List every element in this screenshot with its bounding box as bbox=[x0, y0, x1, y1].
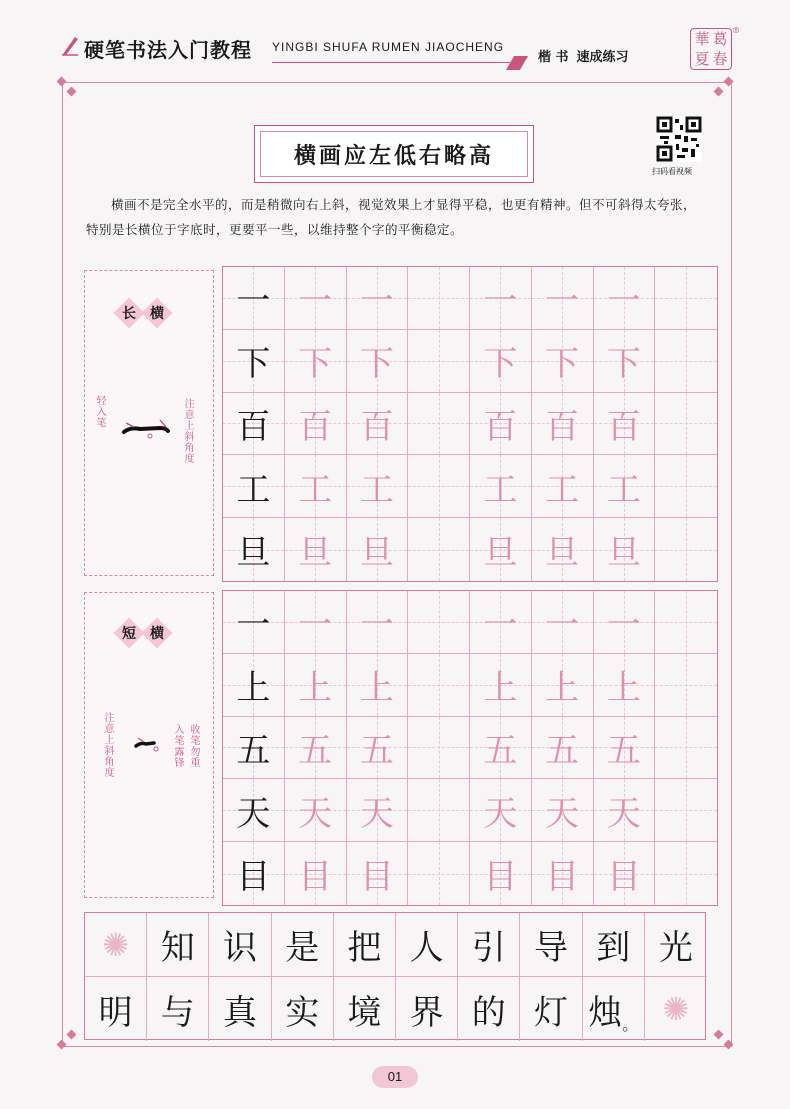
practice-cell[interactable] bbox=[347, 591, 409, 654]
quote-character: 实 bbox=[285, 992, 320, 1033]
quote-character: 真 bbox=[222, 992, 257, 1033]
practice-cell[interactable] bbox=[347, 779, 409, 842]
practice-cell[interactable] bbox=[223, 654, 285, 717]
practice-cell[interactable] bbox=[223, 717, 285, 780]
practice-cell[interactable] bbox=[594, 779, 656, 842]
book-title: 硬笔书法入门教程 bbox=[84, 38, 252, 62]
trace-character: 下 bbox=[483, 344, 518, 385]
quote-character: 灯 bbox=[533, 992, 568, 1033]
label-diamond bbox=[113, 297, 144, 328]
practice-cell[interactable] bbox=[347, 654, 409, 717]
quote-cell bbox=[272, 977, 334, 1041]
quote-cell bbox=[645, 977, 707, 1041]
trace-character: 天 bbox=[545, 793, 580, 834]
practice-cell[interactable] bbox=[347, 518, 409, 581]
quote-cell bbox=[645, 913, 707, 977]
practice-cell[interactable] bbox=[470, 455, 532, 518]
model-character: 旦 bbox=[236, 533, 271, 574]
quote-cell bbox=[396, 977, 458, 1041]
trace-character: 百 bbox=[545, 406, 580, 447]
trace-character: 下 bbox=[359, 344, 394, 385]
practice-cell[interactable] bbox=[408, 591, 470, 654]
practice-cell[interactable] bbox=[347, 717, 409, 780]
trace-character: 五 bbox=[483, 730, 518, 771]
qr-caption: 扫码看视频 bbox=[652, 167, 692, 176]
quote-end-mark: 。 bbox=[622, 1015, 639, 1034]
practice-cell[interactable] bbox=[223, 842, 285, 905]
model-character: 上 bbox=[236, 668, 271, 709]
trace-character: 下 bbox=[606, 344, 641, 385]
practice-cell[interactable] bbox=[408, 393, 470, 456]
practice-cell[interactable] bbox=[655, 330, 717, 393]
practice-cell[interactable] bbox=[532, 591, 594, 654]
brand-seal bbox=[690, 28, 732, 70]
quote-character: 与 bbox=[160, 992, 195, 1033]
quote-character: 境 bbox=[347, 992, 382, 1033]
quote-character: 把 bbox=[347, 928, 382, 968]
quote-character: 人 bbox=[409, 928, 444, 968]
practice-cell[interactable] bbox=[655, 779, 717, 842]
book-title-pinyin: YINGBI SHUFA RUMEN JIAOCHENG bbox=[272, 40, 505, 54]
trace-character: 工 bbox=[483, 469, 518, 510]
practice-cell[interactable] bbox=[470, 393, 532, 456]
quote-character: 知 bbox=[160, 928, 195, 968]
practice-cell[interactable] bbox=[594, 330, 656, 393]
trace-character: 上 bbox=[606, 668, 641, 709]
trace-character: 旦 bbox=[483, 533, 518, 574]
quote-cell bbox=[396, 913, 458, 977]
practice-cell[interactable] bbox=[285, 455, 347, 518]
quote-cell bbox=[334, 913, 396, 977]
trace-character: 一 bbox=[545, 605, 580, 646]
practice-cell[interactable] bbox=[408, 842, 470, 905]
trace-character: 目 bbox=[483, 857, 518, 898]
quote-character: 明 bbox=[98, 992, 133, 1033]
long-stroke-diagram-icon bbox=[120, 416, 172, 444]
trace-character: 下 bbox=[545, 344, 580, 385]
trace-character: 百 bbox=[483, 406, 518, 447]
trace-character: 一 bbox=[359, 281, 394, 322]
practice-cell[interactable] bbox=[347, 455, 409, 518]
practice-cell[interactable] bbox=[408, 455, 470, 518]
trace-character: 一 bbox=[606, 605, 641, 646]
practice-cell[interactable] bbox=[223, 267, 285, 330]
practice-cell[interactable] bbox=[408, 267, 470, 330]
trace-character: 旦 bbox=[359, 533, 394, 574]
long-stroke-practice-grid bbox=[222, 266, 718, 582]
model-character: 百 bbox=[236, 406, 271, 447]
trace-character: 天 bbox=[298, 793, 333, 834]
quote-character: 的 bbox=[471, 992, 506, 1033]
practice-cell[interactable] bbox=[285, 330, 347, 393]
practice-cell[interactable] bbox=[655, 518, 717, 581]
practice-cell[interactable] bbox=[594, 518, 656, 581]
practice-cell[interactable] bbox=[285, 393, 347, 456]
practice-cell[interactable] bbox=[223, 779, 285, 842]
quote-cell bbox=[209, 913, 271, 977]
quote-cell bbox=[85, 977, 147, 1041]
practice-cell[interactable] bbox=[285, 591, 347, 654]
short-note-entry: 入笔露锋 bbox=[172, 724, 183, 768]
quote-box bbox=[84, 912, 706, 1040]
trace-character: 目 bbox=[298, 857, 333, 898]
practice-cell[interactable] bbox=[532, 717, 594, 780]
practice-cell[interactable] bbox=[532, 518, 594, 581]
trace-character: 上 bbox=[483, 668, 518, 709]
practice-cell[interactable] bbox=[408, 779, 470, 842]
practice-cell[interactable] bbox=[408, 717, 470, 780]
practice-cell[interactable] bbox=[285, 267, 347, 330]
lesson-intro: 横画不是完全水平的，而是稍微向右上斜，视觉效果上才显得平稳，也更有精神。但不可斜得太夸张，特别是长横位于字底时，更要平一些，以维持整个字的平衡稳定。 bbox=[86, 197, 697, 237]
practice-cell[interactable] bbox=[532, 330, 594, 393]
trace-character: 五 bbox=[359, 730, 394, 771]
practice-cell[interactable] bbox=[532, 393, 594, 456]
practice-cell[interactable] bbox=[655, 654, 717, 717]
quote-cell bbox=[583, 977, 645, 1041]
practice-cell[interactable] bbox=[594, 267, 656, 330]
trace-character: 下 bbox=[298, 344, 333, 385]
chrysanthemum-icon: ✺ bbox=[662, 990, 690, 1028]
trace-character: 工 bbox=[545, 469, 580, 510]
header-rule bbox=[272, 62, 510, 63]
practice-cell[interactable] bbox=[655, 393, 717, 456]
trace-character: 天 bbox=[483, 793, 518, 834]
section-badge bbox=[538, 46, 629, 65]
quote-character: 引 bbox=[471, 928, 506, 968]
model-character: 一 bbox=[236, 281, 271, 322]
quote-character: 烛 bbox=[588, 992, 623, 1033]
practice-cell[interactable] bbox=[347, 267, 409, 330]
trace-character: 一 bbox=[298, 281, 333, 322]
label-diamond bbox=[113, 617, 144, 648]
practice-cell[interactable] bbox=[408, 654, 470, 717]
trace-character: 目 bbox=[606, 857, 641, 898]
trace-character: 旦 bbox=[606, 533, 641, 574]
practice-cell[interactable] bbox=[655, 717, 717, 780]
short-stroke-diagram-icon bbox=[132, 734, 162, 758]
trace-character: 百 bbox=[359, 406, 394, 447]
practice-cell[interactable] bbox=[655, 267, 717, 330]
brand-char: 春 bbox=[712, 50, 728, 68]
header-rule-tab bbox=[506, 56, 528, 70]
quote-cell bbox=[583, 913, 645, 977]
practice-cell[interactable] bbox=[532, 842, 594, 905]
long-stroke-label bbox=[118, 302, 168, 324]
practice-cell[interactable] bbox=[470, 717, 532, 780]
trace-character: 上 bbox=[359, 668, 394, 709]
practice-cell[interactable] bbox=[347, 330, 409, 393]
practice-cell[interactable] bbox=[655, 842, 717, 905]
practice-cell[interactable] bbox=[470, 330, 532, 393]
trace-character: 旦 bbox=[298, 533, 333, 574]
quote-character: 界 bbox=[409, 992, 444, 1033]
short-stroke-label bbox=[118, 622, 168, 644]
trace-character: 百 bbox=[298, 406, 333, 447]
practice-cell[interactable] bbox=[470, 654, 532, 717]
trace-character: 旦 bbox=[545, 533, 580, 574]
trace-character: 上 bbox=[298, 668, 333, 709]
page-number: 01 bbox=[372, 1066, 418, 1088]
model-character: 一 bbox=[236, 605, 271, 646]
practice-cell[interactable] bbox=[655, 591, 717, 654]
trace-character: 一 bbox=[483, 605, 518, 646]
trace-character: 上 bbox=[545, 668, 580, 709]
label-char: 长 bbox=[122, 306, 136, 322]
quote-cell bbox=[334, 977, 396, 1041]
practice-cell[interactable] bbox=[470, 779, 532, 842]
model-character: 目 bbox=[236, 857, 271, 898]
lesson-title: 横画应左低右略高 bbox=[260, 131, 528, 177]
model-character: 五 bbox=[236, 730, 271, 771]
practice-cell[interactable] bbox=[408, 518, 470, 581]
practice-cell[interactable] bbox=[594, 455, 656, 518]
trace-character: 一 bbox=[359, 605, 394, 646]
model-character: 下 bbox=[236, 344, 271, 385]
trace-character: 天 bbox=[606, 793, 641, 834]
chrysanthemum-icon: ✺ bbox=[102, 925, 129, 964]
practice-cell[interactable] bbox=[470, 518, 532, 581]
trace-character: 五 bbox=[545, 730, 580, 771]
label-char: 横 bbox=[150, 626, 164, 642]
quote-cell bbox=[520, 913, 582, 977]
quote-cell bbox=[85, 913, 147, 977]
practice-cell[interactable] bbox=[285, 842, 347, 905]
qr-code-icon[interactable] bbox=[656, 116, 702, 162]
quote-character: 识 bbox=[222, 928, 257, 968]
quote-character: 到 bbox=[596, 928, 631, 968]
quote-cell bbox=[458, 977, 520, 1041]
quote-cell bbox=[147, 913, 209, 977]
trace-character: 五 bbox=[606, 730, 641, 771]
pen-icon bbox=[60, 34, 80, 60]
quote-cell bbox=[520, 977, 582, 1041]
practice-cell[interactable] bbox=[532, 455, 594, 518]
practice-cell[interactable] bbox=[347, 842, 409, 905]
practice-cell[interactable] bbox=[532, 267, 594, 330]
short-stroke-practice-grid bbox=[222, 590, 718, 906]
trace-character: 一 bbox=[298, 605, 333, 646]
practice-cell[interactable] bbox=[285, 779, 347, 842]
trace-character: 工 bbox=[298, 469, 333, 510]
practice-cell[interactable] bbox=[594, 842, 656, 905]
practice-cell[interactable] bbox=[347, 393, 409, 456]
practice-cell[interactable] bbox=[594, 393, 656, 456]
practice-cell[interactable] bbox=[223, 518, 285, 581]
practice-cell[interactable] bbox=[223, 393, 285, 456]
label-char: 短 bbox=[122, 626, 136, 642]
brand-char: 葛 bbox=[712, 30, 728, 48]
practice-cell[interactable] bbox=[532, 779, 594, 842]
practice-cell[interactable] bbox=[594, 591, 656, 654]
quote-cell bbox=[209, 977, 271, 1041]
long-note-angle: 注意上斜角度 bbox=[182, 398, 193, 464]
short-note-finish: 收笔勿重 bbox=[188, 724, 199, 768]
brand-char: 夏 bbox=[694, 50, 710, 68]
quote-character: 是 bbox=[285, 928, 320, 968]
section-name: 速成练习 bbox=[576, 50, 629, 65]
trace-character: 目 bbox=[359, 857, 394, 898]
label-diamond bbox=[141, 617, 172, 648]
trace-character: 工 bbox=[606, 469, 641, 510]
practice-cell[interactable] bbox=[470, 267, 532, 330]
practice-cell[interactable] bbox=[532, 654, 594, 717]
quote-character: 导 bbox=[533, 928, 568, 968]
practice-cell[interactable] bbox=[285, 518, 347, 581]
practice-cell[interactable] bbox=[408, 330, 470, 393]
section-script: 楷 书 bbox=[538, 50, 569, 65]
practice-cell[interactable] bbox=[594, 654, 656, 717]
practice-cell[interactable] bbox=[470, 842, 532, 905]
brand-char: 華 bbox=[694, 30, 710, 48]
quote-cell bbox=[147, 977, 209, 1041]
practice-cell[interactable] bbox=[285, 717, 347, 780]
trace-character: 工 bbox=[359, 469, 394, 510]
trace-character: 百 bbox=[606, 406, 641, 447]
practice-cell[interactable] bbox=[223, 591, 285, 654]
model-character: 天 bbox=[236, 793, 271, 834]
quote-cell bbox=[458, 913, 520, 977]
model-character: 工 bbox=[236, 469, 271, 510]
trace-character: 一 bbox=[545, 281, 580, 322]
trace-character: 一 bbox=[606, 281, 641, 322]
registered-mark: ® bbox=[732, 26, 740, 35]
label-diamond bbox=[141, 297, 172, 328]
practice-cell[interactable] bbox=[223, 330, 285, 393]
trace-character: 目 bbox=[545, 857, 580, 898]
short-note-angle: 注意上斜角度 bbox=[102, 712, 113, 778]
label-char: 横 bbox=[150, 306, 164, 322]
practice-cell[interactable] bbox=[655, 455, 717, 518]
practice-cell[interactable] bbox=[285, 654, 347, 717]
trace-character: 五 bbox=[298, 730, 333, 771]
trace-character: 一 bbox=[483, 281, 518, 322]
quote-cell bbox=[272, 913, 334, 977]
trace-character: 天 bbox=[359, 793, 394, 834]
long-note-entry: 轻入笔 bbox=[94, 395, 105, 428]
practice-cell[interactable] bbox=[470, 591, 532, 654]
practice-cell[interactable] bbox=[223, 455, 285, 518]
quote-character: 光 bbox=[658, 928, 693, 968]
practice-cell[interactable] bbox=[594, 717, 656, 780]
